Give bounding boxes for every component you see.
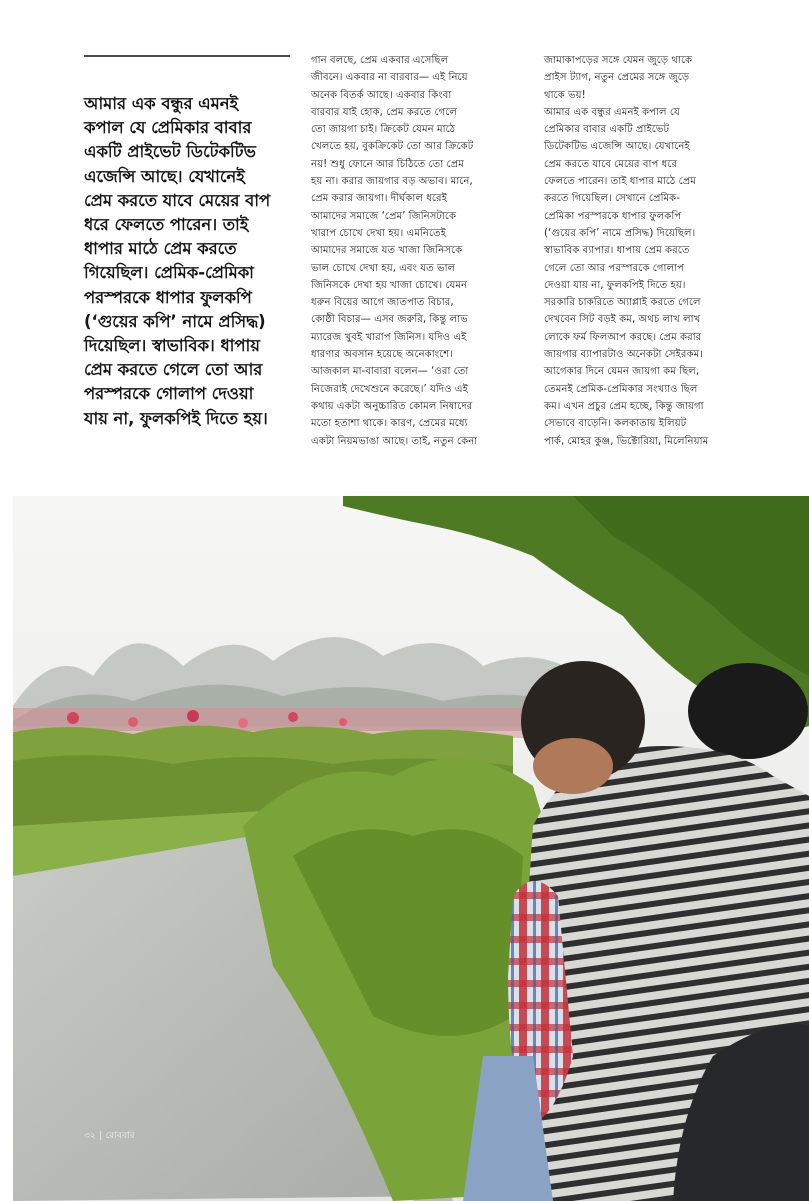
article-column-1: গান বলছে, প্রেম একবার এসেছিল জীবনে। একবার না বারবার— এই নিয়ে অনেক বিতর্ক আছে। একবার কিংবা বারবার যাই হোক, প্রেম করতে গেলে তো জায়গা চাই। ক্রিকেট যেমন মাঠে খেলতে হয়, বুকক্রিকেট তো আর ক্রিকেট নয়! শুধু ফোনে আর চিঠিতে তো প্রেম হয় না। করার জায়গার বড় অভাব। মানে, প্রেম করার জায়গা। দীর্ঘকাল ধরেই আমাদের সমাজে ‘প্রেম’ জিনিসটাকে খারাপ চোখে দেখা হয়। এমনিতেই আমাদের সমাজে যত খাজা জিনিসকে ভাল চোখে দেখা হয়, এবং যত ভাল জিনিসকে দেখা হয় খাজা চোখে। যেমন ধরুন বিয়ের আগে জাতপাত বিচার, কোষ্ঠী বিচার— এসব জরুরি, কিন্তু লাভ ম্যারেজ খুবই খারাপ জিনিস। যদিও এই ধারণার অবসান হয়েছে অনেকাংশে। আজকাল মা-বাবারা বলেন— ‘ওরা তো নিজেরাই দেখেশুনে করেছে।’ যদিও এই কথায় একটা অনুচ্চারিত কোমল নিষাদের মতো হতাশা থাকে। কারণ, প্রেমের মধ্যে একটা নিয়মভাঙা আছে। তাই, নতুন কেনা <box>311 55 478 447</box>
article-column-2: জামাকাপড়ের সঙ্গে যেমন জুড়ে থাকে প্রাইস ট্যাগ, নতুন প্রেমের সঙ্গে জুড়ে থাকে ভয়! আমার এক বন্ধুর এমনই কপাল যে প্রেমিকার বাবার একটি প্রাইভেট ডিটেকটিভ এজেন্সি আছে। যেখানেই প্রেম করতে যাবে মেয়ের বাপ ধরে ফেলতে পারেন। তাই ধাপার মাঠে প্রেম করতে গিয়েছিল। সেখানে প্রেমিক- প্রেমিকা পরস্পরকে ধাপার ফুলকপি (‘গুয়ের কপি’ নামে প্রসিদ্ধ) দিয়েছিল। স্বাভাবিক ব্যাপার। ধাপায় প্রেম করতে গেলে তো আর পরস্পরকে গোলাপ দেওয়া যায় না, ফুলকপিই দিতে হয়। সরকারি চাকরিতে অ্যাপ্লাই করতে গেলে দেখবেন সিট বড়ই কম, অথচ লাখ লাখ লোকে ফর্ম ফিলআপ করছে। প্রেম করার জায়গার ব্যাপারটাও অনেকটা সেইরকম। আগেকার দিনে যেমন জায়গা কম ছিল, তেমনই প্রেমিক-প্রেমিকার সংখ্যাও ছিল কম। এখন প্রচুর প্রেম হচ্ছে, কিন্তু জায়গা সেভাবে বাড়েনি। কলকাতায় ইলিয়ট পার্ক, মোহর কুঞ্জ, ভিক্টোরিয়া, মিলেনিয়াম <box>544 55 709 447</box>
park-couple-photo <box>13 496 809 1201</box>
header-rule <box>84 55 290 57</box>
pull-quote: আমার এক বন্ধুর এমনই কপাল যে প্রেমিকার বাবার একটি প্রাইভেট ডিটেকটিভ এজেন্সি আছে। যেখানেই প্রেম করতে যাবে মেয়ের বাপ ধরে ফেলতে পারেন। তাই ধাপার মাঠে প্রেম করতে গিয়েছিল। প্রেমিক-প্রেমিকা পরস্পরকে ধাপার ফুলকপি (‘গুয়ের কপি’ নামে প্রসিদ্ধ) দিয়েছিল। স্বাভাবিক। ধাপায় প্রেম করতে গেলে তো আর পরস্পরকে গোলাপ দেওয়া যায় না, ফুলকপিই দিতে হয়। <box>84 94 271 428</box>
page-folio: ৩২ | রোববার <box>84 1131 136 1141</box>
